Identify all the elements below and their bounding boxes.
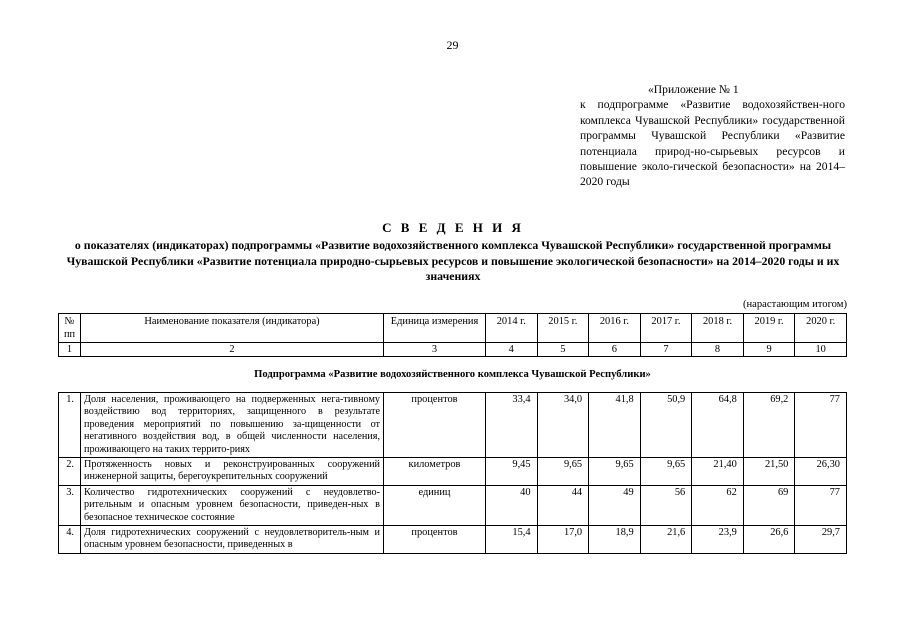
value-cell: 69 — [743, 485, 795, 525]
row-number: 4. — [59, 526, 81, 554]
value-cell: 49 — [589, 485, 641, 525]
column-number: 5 — [537, 343, 589, 357]
table-row — [59, 485, 847, 525]
value-cell: 50,9 — [640, 393, 692, 458]
value-cell: 29,7 — [795, 526, 847, 554]
row-number: 2. — [59, 458, 81, 486]
value-cell: 17,0 — [537, 526, 589, 554]
value-cell: 34,0 — [537, 393, 589, 458]
header-year: 2020 г. — [795, 314, 847, 343]
column-number: 7 — [640, 343, 692, 357]
value-cell: 77 — [795, 485, 847, 525]
table-header-row — [59, 314, 847, 343]
value-cell: 9,45 — [486, 458, 538, 486]
indicator-name: Доля населения, проживающего на подверженных нега-тивному воздействию вод территориях, защищенного в результате проведения мероприятий по повышению за-щищенности от негативного воздействия вод, в общей численности населения, проживающего на таких террито-риях — [81, 393, 384, 458]
value-cell: 9,65 — [537, 458, 589, 486]
header-name: Наименование показателя (индикатора) — [81, 314, 384, 343]
value-cell: 9,65 — [640, 458, 692, 486]
value-cell: 62 — [692, 485, 744, 525]
value-cell: 26,6 — [743, 526, 795, 554]
table-row — [59, 393, 847, 458]
header-year: 2014 г. — [486, 314, 538, 343]
value-cell: 40 — [486, 485, 538, 525]
indicator-name: Протяженность новых и реконструированных сооружений инженерной защиты, берегоукрепительных сооружений — [81, 458, 384, 486]
value-cell: 56 — [640, 485, 692, 525]
header-year: 2018 г. — [692, 314, 744, 343]
document-heading: С В Е Д Е Н И Я — [382, 220, 524, 235]
header-year: 2016 г. — [589, 314, 641, 343]
appendix-title: «Приложение № 1 — [648, 83, 739, 96]
header-year: 2017 г. — [640, 314, 692, 343]
header-no: № пп — [59, 314, 81, 343]
column-number: 9 — [743, 343, 795, 357]
indicator-name: Количество гидротехнических сооружений с неудовлетво-рительным и опасным уровнем безопасности, приведен-ных в безопасное техническое состояние — [81, 485, 384, 525]
cumulative-note: (нарастающим итогом) — [742, 299, 847, 310]
value-cell: 9,65 — [589, 458, 641, 486]
unit-cell: процентов — [384, 393, 486, 458]
column-number-row — [59, 343, 847, 357]
value-cell: 21,6 — [640, 526, 692, 554]
page-number: 29 — [446, 38, 459, 52]
document-subtitle: о показателях (индикаторах) подпрограммы «Развитие водохозяйственного комплекса Чувашской Республики» государственной программы Чувашской Республики «Развитие потенциала природно-сырьевых ресурсов и повышение экологической безопасности» на 2014–2020 годы и их значениях — [66, 238, 840, 284]
value-cell: 21,40 — [692, 458, 744, 486]
section-title: Подпрограмма «Развитие водохозяйственного комплекса Чувашской Республики» — [59, 357, 847, 393]
value-cell: 64,8 — [692, 393, 744, 458]
value-cell: 15,4 — [486, 526, 538, 554]
header-unit: Единица измерения — [384, 314, 486, 343]
appendix-body: к подпрограмме «Развитие водохозяйствен-ного комплекса Чувашской Республики» государственной программы Чувашской Республики «Развитие потенциала природ-но-сырьевых ресурсов и повышение эколо-гической безопасности» на 2014–2020 годы — [580, 98, 845, 189]
unit-cell: единиц — [384, 485, 486, 525]
header-year: 2015 г. — [537, 314, 589, 343]
column-number: 8 — [692, 343, 744, 357]
unit-cell: километров — [384, 458, 486, 486]
column-number: 2 — [81, 343, 384, 357]
header-year: 2019 г. — [743, 314, 795, 343]
value-cell: 18,9 — [589, 526, 641, 554]
table-row — [59, 526, 847, 554]
unit-cell: процентов — [384, 526, 486, 554]
document-title-block — [58, 220, 848, 285]
value-cell: 69,2 — [743, 393, 795, 458]
column-number: 3 — [384, 343, 486, 357]
indicators-table — [58, 313, 847, 554]
value-cell: 41,8 — [589, 393, 641, 458]
column-number: 10 — [795, 343, 847, 357]
value-cell: 44 — [537, 485, 589, 525]
column-number: 1 — [59, 343, 81, 357]
column-number: 4 — [486, 343, 538, 357]
value-cell: 77 — [795, 393, 847, 458]
row-number: 1. — [59, 393, 81, 458]
appendix-note — [580, 82, 845, 190]
section-row — [59, 357, 847, 393]
indicator-name: Доля гидротехнических сооружений с неудовлетворитель-ным и опасным уровнем безопасности, приведенных в — [81, 526, 384, 554]
value-cell: 26,30 — [795, 458, 847, 486]
row-number: 3. — [59, 485, 81, 525]
table-row — [59, 458, 847, 486]
value-cell: 23,9 — [692, 526, 744, 554]
value-cell: 33,4 — [486, 393, 538, 458]
column-number: 6 — [589, 343, 641, 357]
value-cell: 21,50 — [743, 458, 795, 486]
